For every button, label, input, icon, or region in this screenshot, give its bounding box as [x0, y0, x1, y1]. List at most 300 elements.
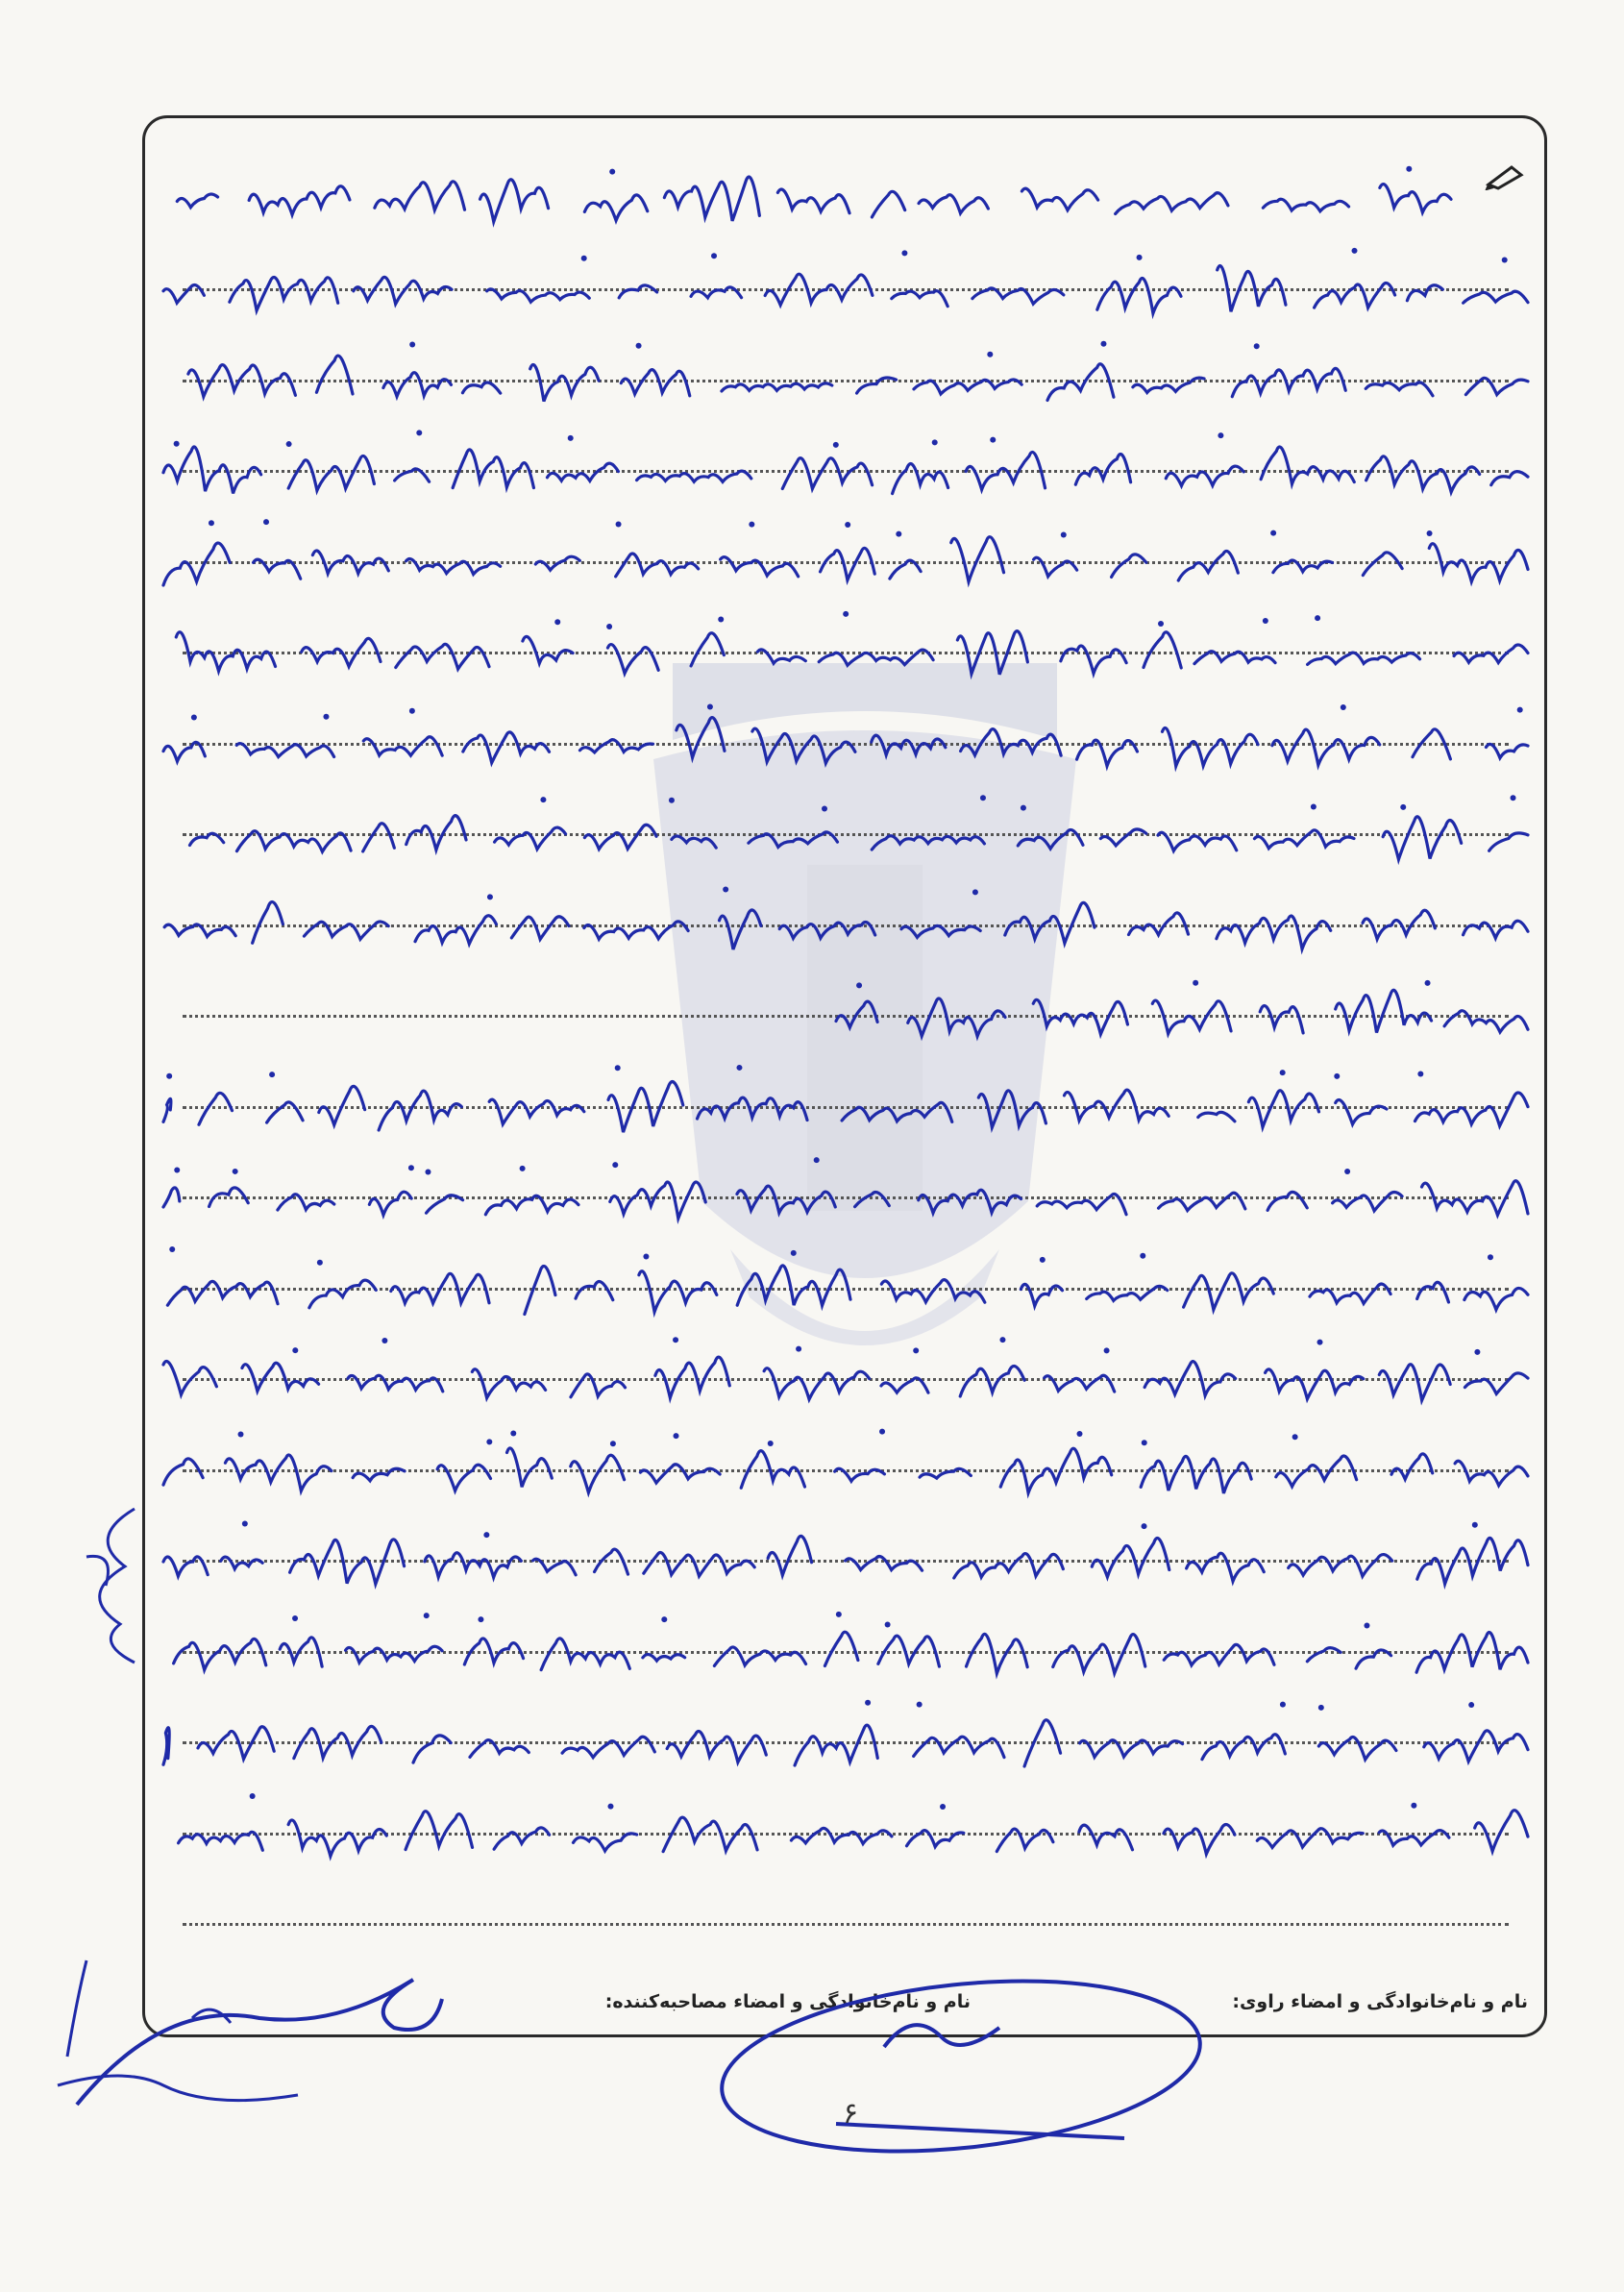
ink-stroke — [1407, 285, 1442, 301]
ink-dot — [1040, 1257, 1046, 1263]
ink-stroke — [1475, 1811, 1528, 1852]
ink-stroke — [225, 1455, 331, 1491]
ink-stroke — [1273, 560, 1333, 573]
ink-dot — [174, 441, 180, 447]
ink-dot — [1280, 1702, 1286, 1708]
ink-stroke — [453, 450, 533, 488]
ink-stroke — [1129, 913, 1189, 935]
ink-stroke — [1194, 652, 1275, 664]
ink-stroke — [379, 1091, 461, 1130]
ink-stroke — [1257, 1829, 1363, 1848]
ink-stroke — [1178, 551, 1238, 580]
ink-stroke — [1133, 378, 1204, 392]
ink-stroke — [163, 1728, 169, 1765]
ink-dot — [191, 714, 197, 720]
ink-stroke — [1034, 557, 1077, 577]
ink-dot — [822, 805, 827, 811]
ink-stroke — [1018, 829, 1083, 849]
ink-stroke — [363, 824, 395, 851]
ink-stroke — [1080, 1740, 1183, 1758]
ink-stroke — [757, 650, 805, 663]
ink-stroke — [494, 1828, 549, 1849]
ink-dot — [1270, 530, 1276, 536]
ink-stroke — [1045, 1375, 1115, 1392]
narrator-signature — [48, 1941, 452, 2124]
ink-stroke — [1424, 1731, 1528, 1762]
ink-dot — [1100, 341, 1106, 347]
ink-stroke — [1232, 368, 1345, 396]
ink-stroke — [914, 380, 1021, 394]
ink-stroke — [167, 1281, 278, 1305]
ink-stroke — [777, 189, 849, 213]
ink-stroke — [584, 195, 647, 221]
ink-stroke — [697, 1097, 807, 1120]
ink-stroke — [523, 636, 573, 663]
ink-stroke — [1307, 1648, 1341, 1662]
ink-stroke — [576, 1282, 613, 1300]
ink-stroke — [163, 447, 261, 494]
ink-dot — [913, 1347, 919, 1353]
ink-stroke — [835, 1468, 885, 1481]
ink-stroke — [1455, 1461, 1528, 1485]
ink-stroke — [907, 1831, 964, 1847]
ink-dot — [1334, 1073, 1340, 1079]
ink-stroke — [722, 383, 832, 391]
ink-stroke — [997, 1829, 1053, 1851]
ink-stroke — [1202, 1735, 1285, 1760]
ink-stroke — [236, 744, 333, 757]
ink-stroke — [667, 1731, 766, 1762]
ink-dot — [483, 1532, 489, 1538]
ink-stroke — [267, 1102, 303, 1122]
ink-stroke — [525, 1266, 555, 1314]
ink-stroke — [1021, 1284, 1062, 1306]
ink-dot — [478, 1616, 483, 1622]
ink-dot — [1364, 1623, 1369, 1629]
ink-stroke — [1162, 727, 1258, 766]
ink-dot — [1468, 1702, 1474, 1708]
ink-dot — [999, 1337, 1005, 1343]
ink-dot — [540, 797, 546, 802]
ink-stroke — [644, 1552, 754, 1576]
ink-stroke — [280, 1638, 322, 1666]
ink-stroke — [737, 1186, 835, 1213]
ink-stroke — [511, 917, 569, 940]
ink-dot — [669, 798, 675, 803]
ink-stroke — [221, 1557, 262, 1568]
ink-dot — [661, 1616, 667, 1622]
ink-stroke — [188, 365, 296, 397]
ink-stroke — [1152, 1000, 1231, 1034]
ink-stroke — [254, 559, 301, 579]
ink-stroke — [1356, 1650, 1391, 1668]
ink-stroke — [966, 1634, 1027, 1673]
ink-dot — [1406, 166, 1412, 172]
ink-dot — [932, 439, 938, 445]
ink-stroke — [1144, 632, 1181, 668]
ink-dot — [836, 1612, 842, 1617]
ink-dot — [1158, 621, 1164, 627]
ink-stroke — [584, 825, 656, 849]
ink-dot — [674, 1433, 679, 1439]
ink-stroke — [163, 285, 204, 304]
ink-dot — [292, 1347, 298, 1353]
narrator-signature-label: نام و نام‌خانوادگی و امضاء راوی: — [1232, 1991, 1528, 2012]
ink-dot — [791, 1250, 797, 1256]
ink-stroke — [470, 1740, 529, 1758]
ink-dot — [317, 1260, 323, 1266]
ink-stroke — [640, 1465, 720, 1483]
ink-stroke — [177, 194, 217, 208]
ink-stroke — [290, 1540, 405, 1584]
ink-stroke — [348, 1375, 443, 1392]
ink-stroke — [406, 1811, 472, 1850]
interviewer-signature-label: نام و نام‌خانوادگی و امضاء مصاحبه‌کننده: — [604, 1991, 971, 2012]
ink-stroke — [637, 471, 751, 481]
ink-stroke — [198, 1727, 274, 1760]
ink-stroke — [1144, 1362, 1235, 1395]
ink-stroke — [189, 833, 223, 845]
ink-stroke — [892, 291, 947, 307]
ink-dot — [607, 1804, 613, 1810]
ink-stroke — [1336, 1099, 1387, 1123]
ink-dot — [736, 1065, 742, 1071]
ink-stroke — [1112, 555, 1146, 578]
ink-stroke — [795, 1725, 877, 1765]
ink-stroke — [1166, 466, 1243, 485]
ink-stroke — [1141, 1456, 1251, 1493]
ink-stroke — [288, 1820, 386, 1856]
ink-stroke — [1489, 833, 1528, 850]
ink-stroke — [1187, 1553, 1265, 1581]
ink-dot — [636, 343, 642, 349]
ink-stroke — [595, 1549, 628, 1574]
ink-stroke — [579, 740, 652, 752]
ink-dot — [1254, 343, 1260, 349]
ink-stroke — [1087, 1286, 1168, 1300]
ink-stroke — [1077, 740, 1138, 766]
ink-dot — [1104, 1347, 1110, 1353]
ink-stroke — [163, 1188, 180, 1207]
ink-dot — [242, 1521, 248, 1527]
ink-stroke — [878, 1636, 940, 1666]
ink-stroke — [489, 1099, 584, 1124]
ink-dot — [416, 430, 422, 435]
ink-stroke — [608, 1082, 683, 1133]
ink-stroke — [1276, 1456, 1357, 1487]
ink-stroke — [1380, 185, 1451, 212]
ink-stroke — [752, 728, 855, 763]
ink-stroke — [960, 1366, 1024, 1396]
ink-dot — [1511, 795, 1516, 801]
ink-dot — [1311, 803, 1316, 809]
ink-stroke — [737, 1266, 850, 1306]
ink-stroke — [672, 836, 716, 848]
ink-stroke — [881, 1280, 984, 1303]
ink-dot — [1411, 1803, 1416, 1809]
ink-stroke — [179, 1832, 263, 1850]
ink-stroke — [530, 364, 599, 401]
ink-stroke — [1263, 199, 1348, 210]
ink-dot — [1425, 980, 1431, 986]
ink-stroke — [1164, 1824, 1235, 1854]
ink-stroke — [1266, 1369, 1364, 1399]
ink-stroke — [1429, 544, 1528, 581]
ink-stroke — [951, 537, 1004, 582]
ink-stroke — [639, 1271, 717, 1312]
ink-dot — [1344, 1169, 1350, 1174]
ink-dot — [1218, 432, 1223, 438]
ink-dot — [610, 1441, 616, 1446]
ink-dot — [1400, 804, 1406, 810]
ink-stroke — [1366, 382, 1433, 396]
ink-stroke — [1053, 1635, 1145, 1673]
ink-dot — [1517, 707, 1523, 713]
ink-dot — [1280, 1070, 1286, 1075]
ink-dot — [409, 708, 415, 714]
ink-stroke — [163, 1459, 203, 1485]
ink-dot — [796, 1346, 801, 1352]
ink-stroke — [1454, 645, 1528, 663]
ink-stroke — [1491, 472, 1528, 485]
ink-stroke — [1486, 744, 1528, 757]
ink-dot — [673, 1337, 678, 1343]
ink-stroke — [1260, 1006, 1303, 1033]
ink-stroke — [1158, 832, 1237, 850]
ink-dot — [174, 1168, 180, 1173]
ink-stroke — [462, 382, 500, 393]
ink-dot — [845, 522, 850, 528]
ink-stroke — [316, 356, 353, 394]
ink-stroke — [881, 1378, 928, 1392]
ink-stroke — [547, 463, 618, 481]
ink-stroke — [914, 1737, 1004, 1757]
ink-stroke — [304, 922, 388, 939]
ink-stroke — [1465, 378, 1528, 394]
ink-dot — [486, 1439, 492, 1444]
ink-stroke — [415, 916, 496, 944]
margin-note — [67, 1499, 154, 1672]
ink-stroke — [346, 1646, 443, 1663]
ink-stroke — [782, 458, 872, 489]
ink-stroke — [749, 832, 838, 847]
ink-stroke — [1415, 1093, 1528, 1126]
ink-stroke — [1391, 1454, 1433, 1479]
ink-stroke — [643, 1655, 685, 1662]
ink-stroke — [1310, 1284, 1390, 1303]
ink-dot — [707, 704, 713, 710]
ink-stroke — [209, 1188, 249, 1207]
ink-stroke — [919, 195, 988, 213]
ink-dot — [1142, 1523, 1147, 1529]
handwritten-text — [144, 115, 1557, 1999]
ink-stroke — [294, 1726, 381, 1758]
ink-stroke — [485, 1195, 578, 1214]
ink-stroke — [1464, 1288, 1528, 1309]
ink-dot — [1417, 1072, 1423, 1077]
ink-stroke — [363, 737, 442, 755]
ink-stroke — [253, 901, 283, 943]
ink-dot — [814, 1157, 820, 1163]
ink-stroke — [664, 177, 759, 221]
ink-stroke — [480, 180, 549, 222]
ink-dot — [424, 1613, 430, 1618]
ink-stroke — [741, 1451, 804, 1489]
ink-stroke — [319, 1086, 365, 1124]
ink-stroke — [961, 729, 1062, 756]
ink-stroke — [1267, 1192, 1307, 1210]
ink-stroke — [464, 1639, 523, 1664]
ink-stroke — [855, 1192, 890, 1206]
ink-dot — [856, 982, 862, 988]
ink-stroke — [890, 560, 921, 579]
ink-dot — [1076, 1431, 1082, 1437]
ink-stroke — [619, 285, 656, 298]
ink-dot — [1502, 257, 1508, 262]
ink-stroke — [1289, 1555, 1392, 1577]
ink-dot — [1263, 618, 1268, 624]
ink-stroke — [562, 1737, 654, 1757]
ink-dot — [1488, 1254, 1493, 1260]
ink-dot — [510, 1430, 516, 1436]
ink-stroke — [821, 548, 875, 579]
ink-stroke — [691, 633, 724, 666]
ink-stroke — [663, 1817, 757, 1852]
ink-stroke — [719, 910, 760, 949]
ink-dot — [833, 442, 839, 448]
ink-dot — [269, 1072, 275, 1077]
ink-stroke — [1097, 278, 1181, 313]
ink-dot — [879, 1429, 885, 1435]
ink-dot — [616, 522, 622, 528]
ink-stroke — [288, 456, 374, 490]
ink-stroke — [278, 1195, 334, 1210]
ink-dot — [554, 619, 560, 625]
ink-stroke — [495, 827, 566, 849]
ink-stroke — [164, 924, 235, 937]
ink-dot — [1193, 980, 1198, 986]
ink-stroke — [1021, 188, 1097, 209]
ink-stroke — [375, 182, 465, 210]
ink-stroke — [236, 831, 351, 851]
ink-stroke — [437, 1465, 490, 1491]
ink-stroke — [463, 732, 550, 763]
ink-stroke — [312, 551, 388, 574]
ink-stroke — [1444, 1011, 1528, 1032]
ink-dot — [723, 887, 728, 893]
ink-dot — [896, 531, 901, 537]
ink-stroke — [1363, 910, 1435, 939]
ink-dot — [381, 1338, 387, 1343]
ink-stroke — [920, 1468, 971, 1478]
ink-stroke — [1100, 829, 1145, 846]
ink-stroke — [395, 469, 430, 481]
ink-stroke — [1184, 1273, 1274, 1310]
ink-stroke — [1464, 1373, 1528, 1393]
ink-stroke — [1379, 1365, 1450, 1400]
ink-stroke — [571, 1455, 625, 1492]
ink-dot — [1142, 1440, 1147, 1445]
ink-stroke — [1005, 902, 1095, 943]
ink-stroke — [406, 816, 466, 850]
ink-dot — [901, 250, 907, 256]
ink-dot — [885, 1621, 891, 1627]
ink-stroke — [1159, 1193, 1245, 1210]
ink-stroke — [1379, 1831, 1449, 1846]
ink-stroke — [573, 1834, 636, 1851]
ink-stroke — [535, 556, 579, 570]
ink-stroke — [857, 378, 897, 393]
ink-dot — [1315, 615, 1320, 621]
ink-stroke — [507, 1448, 553, 1488]
ink-dot — [1292, 1434, 1298, 1440]
ink-stroke — [691, 287, 742, 298]
ink-stroke — [242, 1363, 319, 1391]
ink-dot — [425, 1169, 431, 1174]
ink-stroke — [764, 1368, 869, 1399]
ink-dot — [169, 1246, 175, 1252]
ink-stroke — [249, 186, 350, 215]
ink-dot — [768, 1441, 774, 1446]
ink-stroke — [1079, 1825, 1133, 1850]
ink-stroke — [768, 1536, 811, 1575]
ink-dot — [263, 519, 269, 525]
ink-stroke — [872, 735, 946, 754]
ink-dot — [1140, 1253, 1145, 1259]
ink-stroke — [893, 464, 948, 494]
ink-dot — [612, 1162, 618, 1168]
ink-stroke — [571, 1374, 626, 1397]
ink-stroke — [954, 1554, 1064, 1578]
ink-stroke — [677, 718, 725, 758]
ink-stroke — [1308, 653, 1420, 664]
ink-stroke — [1198, 1112, 1235, 1121]
ink-stroke — [584, 922, 688, 939]
ink-stroke — [1318, 1737, 1396, 1759]
ink-stroke — [966, 452, 1045, 489]
ink-stroke — [353, 1468, 405, 1480]
ink-dot — [980, 795, 986, 801]
ink-stroke — [406, 559, 501, 575]
ink-stroke — [163, 742, 205, 761]
ink-stroke — [919, 1190, 1021, 1213]
ink-stroke — [721, 557, 799, 577]
ink-stroke — [396, 644, 489, 669]
ink-dot — [568, 435, 574, 441]
ink-stroke — [607, 645, 658, 674]
ink-dot — [1341, 704, 1346, 710]
ink-stroke — [425, 1553, 521, 1578]
ink-stroke — [842, 1102, 952, 1121]
ink-stroke — [978, 1091, 1046, 1127]
ink-stroke — [872, 191, 904, 217]
ink-dot — [917, 1702, 923, 1708]
ink-dot — [987, 352, 993, 357]
ink-stroke — [1064, 1090, 1169, 1121]
ink-stroke — [1272, 729, 1380, 765]
ink-dot — [718, 616, 724, 622]
ink-stroke — [765, 274, 873, 305]
ink-stroke — [655, 1357, 729, 1397]
ink-stroke — [1413, 729, 1450, 759]
ink-stroke — [1261, 447, 1354, 484]
ink-dot — [1472, 1522, 1478, 1528]
ink-stroke — [779, 922, 874, 938]
ink-stroke — [354, 277, 452, 304]
ink-dot — [581, 256, 587, 261]
ink-dot — [606, 624, 612, 629]
ink-dot — [286, 441, 292, 447]
